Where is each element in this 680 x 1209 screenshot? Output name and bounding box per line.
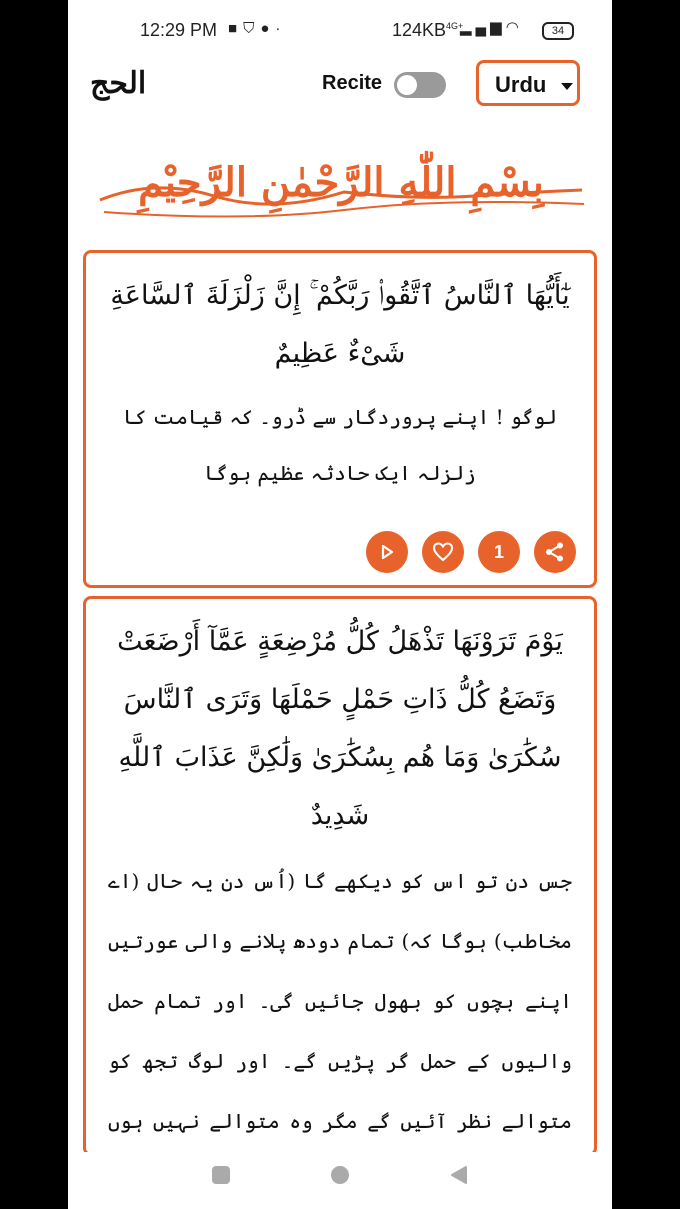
home-button[interactable] bbox=[329, 1164, 351, 1186]
bismillah-text: بِسْمِ اللّٰهِ الرَّحْمٰنِ الرَّحِيْمِ bbox=[138, 159, 544, 206]
network-type: 4G+ bbox=[446, 21, 464, 31]
recent-apps-button[interactable] bbox=[210, 1164, 232, 1186]
shield-icon: ⛉ bbox=[243, 20, 261, 37]
speed-value: 124KB bbox=[392, 20, 447, 40]
wifi-icon: ◠ bbox=[505, 19, 523, 36]
bismillah-calligraphy bbox=[94, 138, 588, 228]
signal-icon: ▂▄▆ bbox=[460, 19, 506, 36]
chevron-down-icon bbox=[561, 83, 573, 90]
heart-icon bbox=[432, 542, 454, 562]
status-speed bbox=[392, 20, 463, 41]
video-icon: ■ bbox=[228, 20, 244, 37]
play-icon bbox=[378, 543, 396, 561]
play-button[interactable] bbox=[366, 531, 408, 573]
verse-number-badge: 1 bbox=[478, 531, 520, 573]
status-time: 12:29 PM bbox=[140, 20, 218, 40]
verse-card bbox=[83, 596, 597, 1156]
verse-translation: لوگو ! اپنے پروردگار سے ڈرو۔ کہ قیامت کا زلزلہ ایک حادثہ عظیم ہوگا bbox=[123, 405, 557, 485]
status-notification-icons bbox=[228, 20, 286, 37]
favorite-button[interactable] bbox=[422, 531, 464, 573]
dot-icon: · bbox=[275, 20, 287, 37]
app-bar bbox=[68, 58, 612, 118]
share-button[interactable] bbox=[534, 531, 576, 573]
system-nav-bar bbox=[68, 1152, 612, 1209]
battery-icon: 34 bbox=[542, 22, 574, 40]
verse-arabic: يَوْمَ تَرَوْنَهَا تَذْهَلُ كُلُّ مُرْضِعَةٍ عَمَّآ أَرْضَعَتْ وَتَضَعُ كُلُّ ذَاتِ حَمْلٍ حَمْلَهَا وَتَرَى ٱلنَّاسَ سُكَٰرَىٰ وَمَا هُم بِسُكَٰرَىٰ وَلَٰكِنَّ عَذَابَ ٱللَّهِ شَدِيدٌ bbox=[117, 626, 563, 831]
recite-toggle[interactable] bbox=[394, 72, 446, 98]
language-selected: Urdu bbox=[495, 72, 547, 97]
status-bar bbox=[68, 0, 612, 60]
recite-label: Recite bbox=[322, 72, 383, 94]
phone-screen bbox=[68, 0, 612, 1209]
verse-card bbox=[83, 250, 597, 588]
language-select[interactable] bbox=[476, 60, 580, 106]
verse-translation: جس دن تو اس کو دیکھے گا (اُس دن یہ حال (اے مخاطب) ہوگا کہ) تمام دودھ پلانے والی عورتیں اپنے بچوں کو بھول جائیں گی۔ اور تمام حمل والیوں کے حمل گر پڑیں گے۔ اور لوگ تجھ کو متوالے نظر آئیں گے مگر وہ متوالے نہیں ہوں bbox=[108, 869, 572, 1133]
share-icon bbox=[544, 541, 566, 563]
toggle-knob bbox=[397, 75, 417, 95]
status-signal-icons bbox=[460, 18, 523, 36]
verse-arabic: يٰٓأَيُّهَا ٱلنَّاسُ ٱتَّقُوا۟ رَبَّكُمْ ۚ إِنَّ زَلْزَلَةَ ٱلسَّاعَةِ شَىْءٌ عَظِيمٌ bbox=[110, 280, 570, 369]
verse-actions bbox=[366, 531, 576, 575]
surah-title: الحج bbox=[90, 66, 147, 101]
app-icon: ● bbox=[260, 20, 276, 37]
back-button[interactable] bbox=[448, 1164, 470, 1186]
